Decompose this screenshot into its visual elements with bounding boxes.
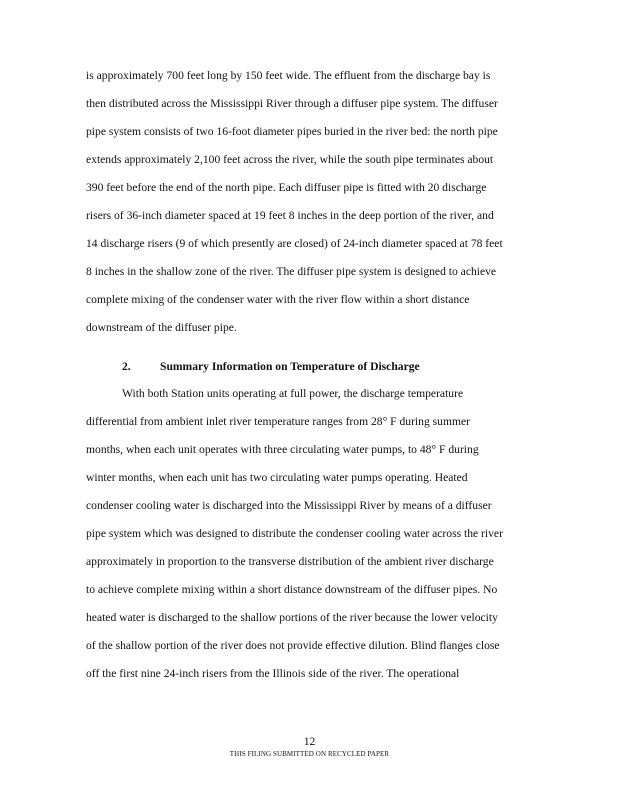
page-number: 12 [303, 735, 316, 748]
paragraph-2-line-5: condenser cooling water is discharged into the Mississippi River by means of a diffuser [86, 499, 492, 512]
paragraph-2-line-8: to achieve complete mixing within a short distance downstream of the diffuser pipes. No [86, 583, 498, 596]
paragraph-2-line-2: differential from ambient inlet river temperature ranges from 28° F during summer [86, 415, 470, 428]
paragraph-1-line-10: downstream of the diffuser pipe. [86, 321, 237, 334]
paragraph-2-line-9: heated water is discharged to the shallow portions of the river because the lower velocity [86, 611, 498, 624]
paragraph-2-line-4: winter months, when each unit has two circulating water pumps operating. Heated [86, 471, 468, 484]
paragraph-1-line-7: 14 discharge risers (9 of which presently are closed) of 24-inch diameter spaced at 78 feet [86, 237, 503, 250]
paragraph-2-line-1: With both Station units operating at full power, the discharge temperature [122, 387, 464, 400]
paragraph-2-line-10: of the shallow portion of the river does not provide effective dilution. Blind flanges close [86, 639, 500, 652]
section-heading [122, 360, 420, 373]
paragraph-1-line-6: risers of 36-inch diameter spaced at 19 feet 8 inches in the deep portion of the river, and [86, 209, 494, 222]
paragraph-1-line-9: complete mixing of the condenser water with the river flow within a short distance [86, 293, 470, 306]
paragraph-1-line-1: is approximately 700 feet long by 150 feet wide. The effluent from the discharge bay is [86, 69, 491, 82]
paragraph-1-line-8: 8 inches in the shallow zone of the river. The diffuser pipe system is designed to achieve [86, 265, 497, 278]
paragraph-1-line-3: pipe system consists of two 16-foot diameter pipes buried in the river bed: the north pipe [86, 125, 498, 138]
paragraph-1-line-4: extends approximately 2,100 feet across the river, while the south pipe terminates about [86, 153, 494, 166]
recycled-paper-footer: THIS FILING SUBMITTED ON RECYCLED PAPER [229, 750, 390, 758]
paragraph-2-line-11: off the first nine 24-inch risers from the Illinois side of the river. The operational [86, 667, 460, 680]
paragraph-1-line-5: 390 feet before the end of the north pipe. Each diffuser pipe is fitted with 20 discharge [86, 181, 487, 194]
paragraph-2-line-7: approximately in proportion to the transverse distribution of the ambient river discharge [86, 555, 494, 568]
paragraph-2-line-3: months, when each unit operates with three circulating water pumps, to 48° F during [86, 443, 479, 456]
section-title: Summary Information on Temperature of Discharge [160, 360, 420, 373]
paragraph-2-line-6: pipe system which was designed to distribute the condenser cooling water across the river [86, 527, 503, 540]
paragraph-1-line-2: then distributed across the Mississippi River through a diffuser pipe system. The diffuser [86, 97, 498, 110]
section-number: 2. [122, 360, 131, 373]
